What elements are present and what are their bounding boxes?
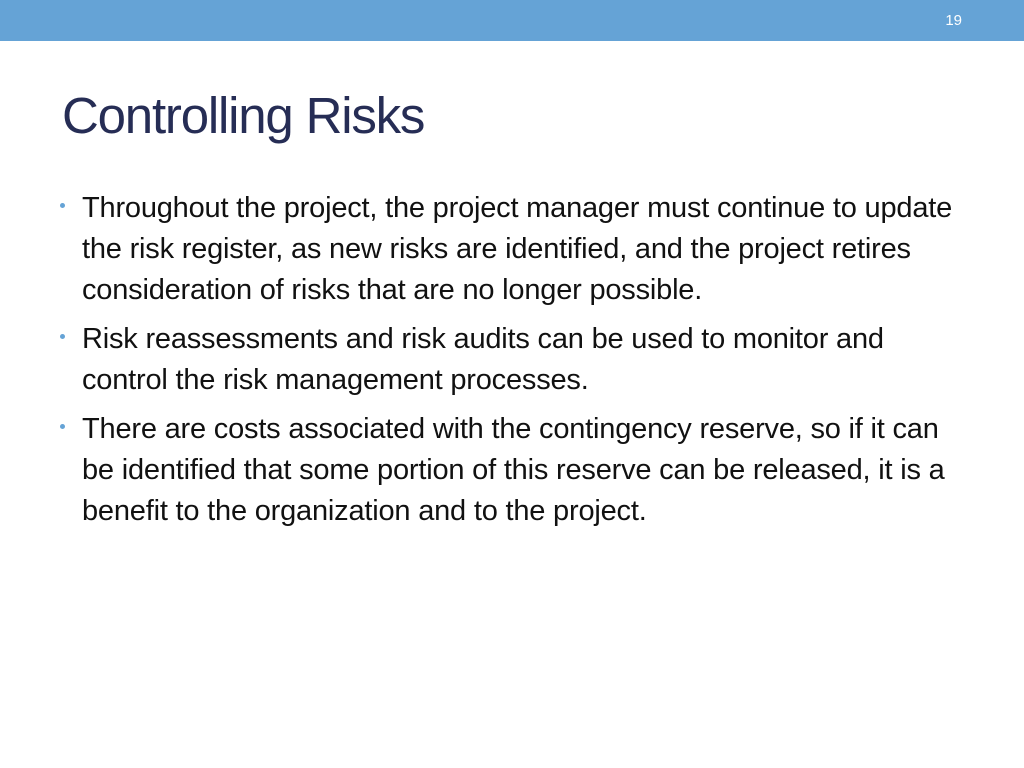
bullet-dot-icon — [60, 334, 65, 339]
bullet-dot-icon — [60, 424, 65, 429]
slide-title: Controlling Risks — [62, 87, 425, 144]
header-bar — [0, 0, 1024, 41]
bullet-item — [60, 409, 960, 532]
bullet-list — [60, 188, 960, 540]
bullet-item — [60, 188, 960, 311]
bullet-text: Risk reassessments and risk audits can be used to monitor and control the risk management processes. — [82, 323, 884, 396]
slide-number: 19 — [945, 12, 962, 29]
bullet-text: There are costs associated with the contingency reserve, so if it can be identified that some portion of this reserve can be released, it is a benefit to the organization and to the project. — [82, 413, 945, 527]
bullet-text: Throughout the project, the project manager must continue to update the risk register, as new risks are identified, and the project retires consideration of risks that are no longer possible. — [82, 192, 953, 306]
bullet-item — [60, 319, 960, 401]
bullet-dot-icon — [60, 203, 65, 208]
